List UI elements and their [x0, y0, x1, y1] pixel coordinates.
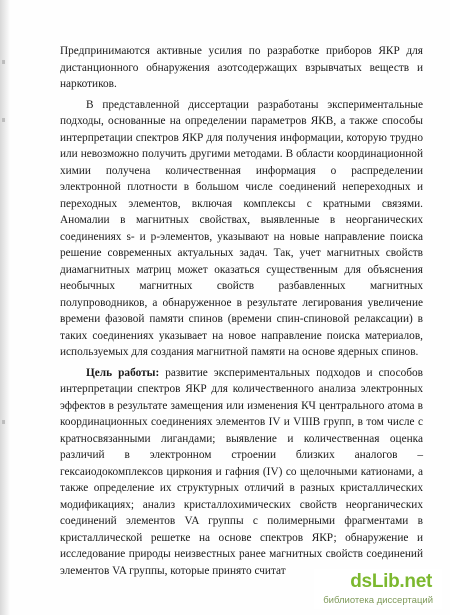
text-line: кратносвязанными лигандами; выявление и количественная оценка различий в	[60, 432, 423, 461]
paragraph-goal	[60, 365, 423, 580]
text-line: спектров ЯКР для получения информации, которую трудно или невозможно	[60, 131, 423, 160]
text-line: отличий в разных кристаллических модификациях; анализ кристаллохимических	[60, 482, 423, 511]
text-line: времени фазовой памяти спинов (времени спин-спиновой релаксации) в таких	[60, 313, 423, 342]
scan-edge-shadow	[0, 0, 10, 615]
text-line: соединениях указывает на новое направление поиска материалов,	[92, 329, 423, 342]
text-line: большом числе соединений непереходных и переходных элементов, включая	[60, 181, 423, 210]
scan-edge-mark	[2, 118, 5, 122]
watermark-logo: dsLib.net	[350, 571, 432, 592]
text-line: исследование природы неизвестных ранее магнитных свойств соединений	[60, 548, 423, 560]
watermark	[314, 569, 442, 609]
text-line: гафния (IV) со щелочными катионами, а также определение их структурных	[60, 465, 423, 494]
text-line: полупроводников, а обнаруженное в результате легирования увеличение	[60, 296, 423, 309]
document-body	[60, 43, 423, 579]
text-line: интерпретации спектров ЯКР для количественного анализа электронных	[60, 383, 423, 395]
text-line: свойств неорганических соединений элементов VA группы с полимерными	[60, 498, 423, 527]
text-line: количественная информация о распределении электронной плотности в	[60, 164, 423, 193]
text-line: магнитных свойств диамагнитных матриц может оказаться существенным для	[60, 247, 423, 276]
text-line: в неорганических соединениях s- и p-элементов, указывают на новые	[60, 214, 424, 243]
text-line: развитие экспериментальных подходов и способов	[159, 366, 424, 379]
text-line: направление поиска решение современных актуальных задач. Так, учет	[60, 230, 423, 259]
text-line: объяснения необычных магнитных свойств разбавленных магнитных	[60, 263, 423, 292]
goal-lead-label: Цель работы:	[86, 366, 160, 379]
text-line: В представленной диссертации разработаны экспериментальные подходы,	[60, 98, 423, 127]
text-line: дистанционного обнаружения азотсодержащих взрывчатых веществ и	[60, 61, 423, 74]
paragraph-dissertation-summary	[60, 97, 423, 361]
text-line: координационных соединениях элементов IV и VIIIB групп, в том числе с	[60, 416, 423, 428]
text-line: Предпринимаются активные усилия по разработке приборов ЯКР для	[60, 45, 423, 57]
watermark-caption: библиотека диссертаций	[323, 595, 433, 606]
text-line: используемых для создания магнитной памяти на основе ядерных спинов.	[60, 346, 419, 358]
text-line: эффектов в результате замещения или изменения КЧ центрального атома в	[60, 399, 423, 412]
text-line: получить другими методами. В области координационной химии получена	[60, 148, 423, 177]
scan-edge-mark	[2, 60, 5, 64]
text-line: электронном строении близких аналогов – гексаиодокомплексов циркония и	[60, 449, 423, 478]
text-line: элементов VA группы, которые принято считат	[60, 564, 286, 577]
text-line: наркотиков.	[60, 78, 117, 90]
text-line: основанные на определении параметров ЯКВ, а также способы интерпретации	[60, 115, 423, 144]
text-line: комплексы с кратными связями. Аномалии в магнитных свойствах, выявленные	[60, 197, 423, 226]
paragraph-intro	[60, 43, 423, 93]
scan-edge-mark	[2, 420, 5, 424]
text-line: фрагментами в кристаллической решетке на основе спектров ЯКР; обнаружение и	[60, 515, 423, 544]
